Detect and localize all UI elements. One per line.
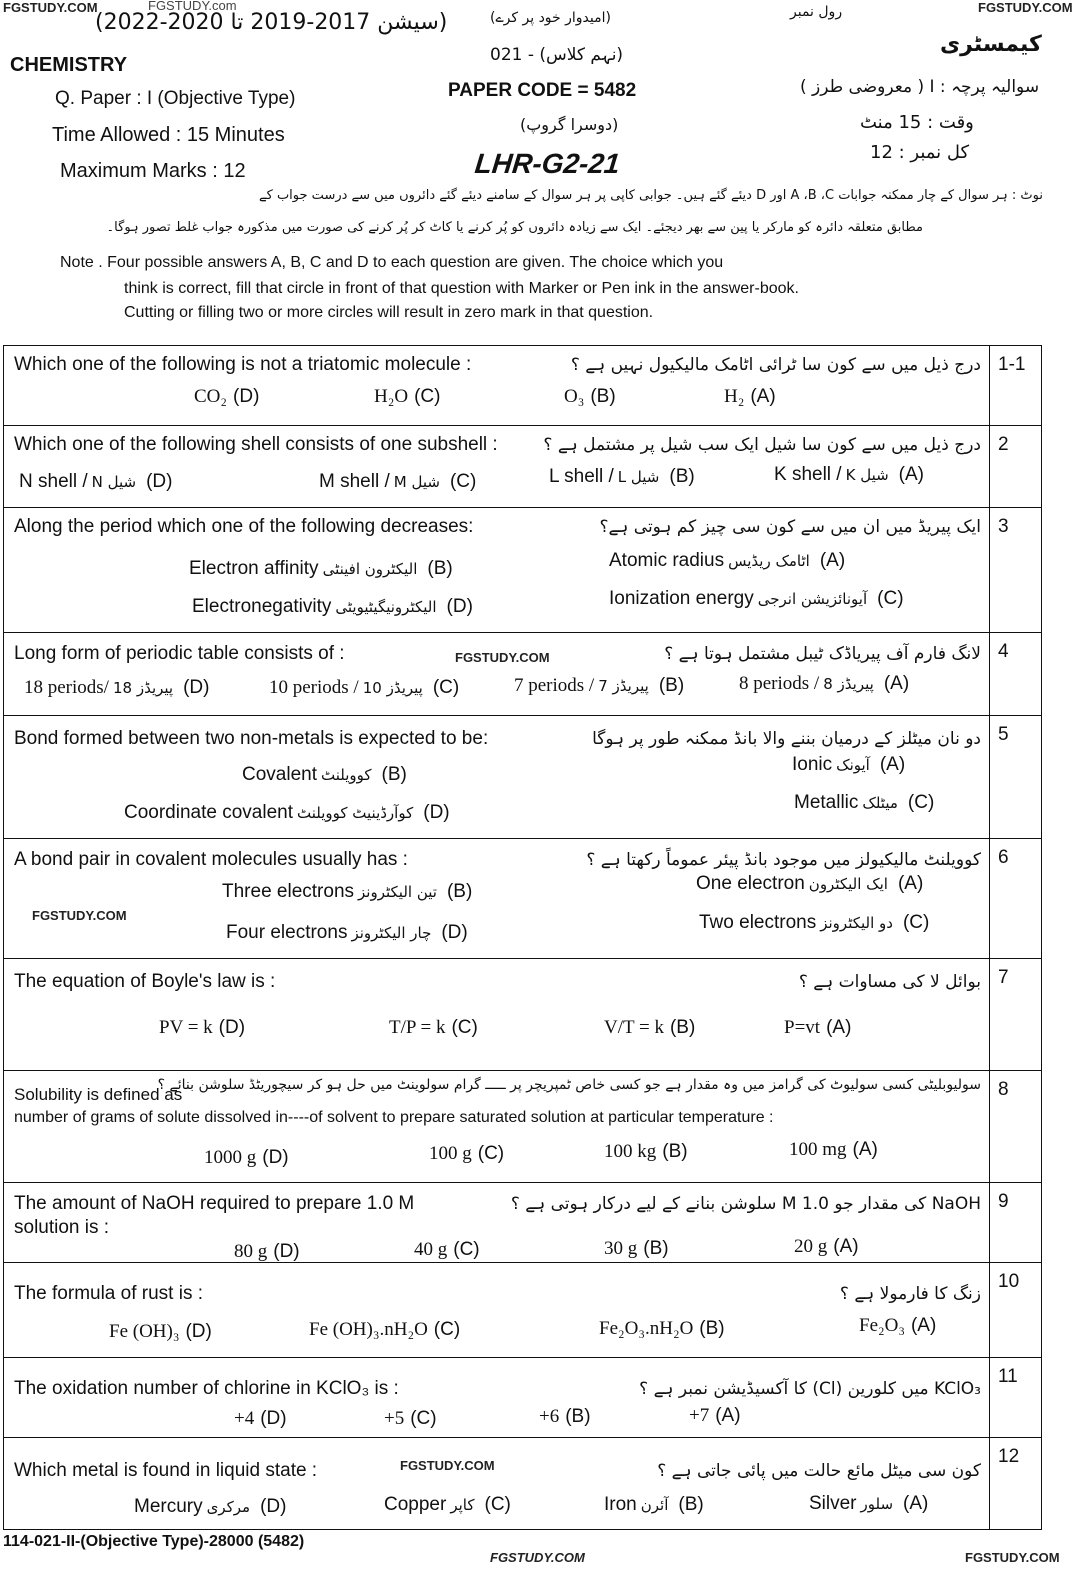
option-text: Silver — [809, 1493, 857, 1514]
question-text: The oxidation number of chlorine in KClO₃ is : — [14, 1378, 399, 1399]
handwritten-code: LHR-G2-21 — [473, 148, 622, 179]
question-number: 2 — [998, 434, 1009, 455]
answer-option[interactable] — [739, 673, 909, 695]
option-text: 80 g — [234, 1241, 268, 1262]
option-label: (A) — [826, 1017, 852, 1038]
note-english-line1: Note . Four possible answers A, B, C and D to each question are given. The choice which you — [60, 254, 724, 271]
question-text: Which metal is found in liquid state : — [14, 1460, 318, 1481]
option-label: (B) — [658, 675, 685, 696]
question-number: 10 — [998, 1271, 1020, 1292]
question-number: 8 — [998, 1079, 1009, 1100]
option-text-urdu: آیونک — [836, 756, 870, 774]
option-label: (C) — [432, 677, 460, 698]
option-text-urdu: سلور — [860, 1495, 894, 1513]
watermark: FGSTUDY.COM — [965, 1550, 1060, 1565]
question-text: The equation of Boyle's law is : — [14, 971, 276, 992]
option-text-urdu: الیکٹرون افینٹی — [322, 560, 418, 578]
question-text-urdu: بوائل لا کی مساوات ہے ؟ — [798, 972, 981, 992]
option-text: Copper — [384, 1494, 447, 1515]
option-text-urdu: آئرن — [640, 1496, 669, 1514]
option-text: Atomic radius — [609, 550, 725, 571]
paper-type-urdu: سوالیہ پرچہ : I ( معروضی طرز ) — [800, 77, 1040, 97]
answer-option[interactable] — [319, 471, 476, 493]
option-text: Iron — [604, 1494, 637, 1515]
answer-option[interactable] — [374, 386, 440, 408]
option-text: 40 g — [414, 1239, 448, 1260]
option-label: (C) — [902, 912, 930, 933]
option-label: (D) — [260, 1408, 287, 1429]
option-text-urdu: ایک الیکٹرون — [808, 875, 888, 893]
option-text-urdu: تین الیکٹرونز — [358, 883, 437, 901]
question-text-urdu: KClO₃ میں کلورین (Cl) کا آکسیڈیشن نمبر ہے ؟ — [639, 1379, 981, 1399]
question-number-column — [989, 426, 1044, 507]
option-text: Three electrons — [222, 881, 355, 902]
time-allowed-urdu: وقت : 15 منٹ — [860, 112, 974, 133]
answer-option[interactable] — [514, 675, 684, 697]
answer-option[interactable] — [226, 922, 468, 944]
option-text-urdu: کوآرڈینیٹ کوویلنٹ — [297, 804, 414, 822]
option-text: Fe (OH)₃ — [109, 1321, 180, 1342]
question-number: 7 — [998, 967, 1009, 988]
question-number-column — [989, 716, 1044, 838]
option-text: Mercury — [134, 1496, 203, 1517]
option-text: T/P = k — [389, 1017, 446, 1038]
option-text-urdu: L شیل — [617, 468, 660, 486]
option-text: Metallic — [794, 792, 859, 813]
option-label: (B) — [381, 764, 407, 785]
answer-option[interactable] — [389, 1017, 478, 1039]
option-label: (C) — [449, 471, 477, 492]
option-label: (B) — [590, 386, 616, 407]
watermark: FGSTUDY.com — [148, 0, 237, 13]
option-text: 100 kg — [604, 1141, 657, 1162]
answer-option[interactable] — [222, 881, 472, 903]
option-text-urdu: چار الیکٹرونز — [351, 924, 432, 942]
option-text-urdu: دو الیکٹرونز — [820, 914, 893, 932]
question-row — [3, 1182, 1042, 1262]
answer-option[interactable] — [604, 1017, 695, 1039]
option-label: (B) — [643, 1238, 669, 1259]
option-text-urdu: کوویلنٹ — [321, 766, 372, 784]
option-text-urdu: N شیل — [91, 473, 137, 491]
question-text: Which one of the following shell consists of one subshell : — [14, 434, 498, 455]
question-row — [3, 507, 1042, 632]
option-text-urdu: الیکٹرونیگیٹیویٹی — [335, 598, 437, 616]
question-text-urdu: دو نان میٹلز کے درمیان بننے والا بانڈ ممکنہ طور پر ہوگا — [592, 729, 981, 749]
answer-option[interactable] — [24, 677, 210, 699]
option-label: (B) — [565, 1406, 591, 1427]
answer-option[interactable] — [609, 550, 845, 572]
paper-type: Q. Paper : I (Objective Type) — [55, 88, 296, 109]
option-label: (A) — [819, 550, 846, 571]
option-text-urdu: میٹلک — [862, 794, 898, 812]
option-label: (C) — [410, 1408, 437, 1429]
option-label: (C) — [453, 1239, 480, 1260]
option-label: (D) — [146, 471, 173, 492]
option-text-urdu: 10 پیریڈز — [362, 679, 423, 697]
option-label: (C) — [433, 1319, 461, 1340]
question-number-column — [989, 1358, 1044, 1437]
answer-option[interactable] — [189, 558, 453, 580]
option-label: (D) — [446, 596, 473, 617]
option-label: (A) — [903, 1493, 929, 1514]
question-text-urdu: سولیوبلیٹی کسی سولیوٹ کی گرامز میں وہ مقدار ہے جو کسی خاص ٹمپریچر پر ـــــ گرام سولوینٹ میں حل ہو کر سیچوریٹڈ سلوشن بنائے ؟ — [157, 1077, 981, 1093]
option-text: K shell / — [774, 464, 842, 485]
option-text: V/T = k — [604, 1017, 664, 1038]
answer-option[interactable] — [724, 386, 776, 408]
question-number: 1-1 — [998, 354, 1026, 375]
question-text-urdu: درج ذیل میں سے کون سا ٹرائی اٹامک مالیکیول نہیں ہے ؟ — [570, 355, 981, 375]
maximum-marks-urdu: کل نمبر : 12 — [870, 142, 970, 163]
answer-option[interactable] — [19, 471, 173, 493]
option-text-urdu: 8 پیریڈز — [823, 675, 874, 693]
answer-option[interactable] — [604, 1494, 704, 1516]
option-label: (C) — [907, 792, 935, 813]
option-label: (B) — [678, 1494, 704, 1515]
question-number-column — [989, 508, 1044, 632]
question-number: 5 — [998, 724, 1009, 745]
option-label: (C) — [414, 386, 441, 407]
option-text: L shell / — [549, 466, 614, 487]
option-text: Ionic — [792, 754, 833, 775]
answer-option[interactable] — [234, 1241, 300, 1263]
option-text: Electron affinity — [189, 558, 319, 579]
question-row — [3, 715, 1042, 838]
option-text: M shell / — [319, 471, 390, 492]
option-label: (D) — [218, 1017, 246, 1038]
answer-option[interactable] — [699, 912, 929, 934]
option-label: (D) — [262, 1147, 289, 1168]
answer-option[interactable] — [429, 1143, 504, 1165]
subject-title: CHEMISTRY — [10, 54, 128, 76]
question-row — [3, 632, 1042, 715]
note-english-line3: Cutting or filling two or more circles will result in zero mark in that question. — [124, 304, 654, 321]
option-label: (D) — [260, 1496, 287, 1517]
option-text: Electronegativity — [192, 596, 332, 617]
option-text: +4 — [234, 1408, 255, 1429]
candidate-note: (امیدوار خود پر کرے) — [490, 10, 611, 26]
question-row — [3, 1070, 1042, 1182]
option-label: (B) — [699, 1318, 725, 1339]
option-text: 7 periods / — [514, 675, 595, 696]
option-text-urdu: کاپر — [450, 1496, 475, 1514]
answer-option[interactable] — [696, 873, 923, 895]
question-text-urdu: لانگ فارم آف پیریاڈک ٹیبل مشتمل ہوتا ہے ؟ — [664, 644, 981, 664]
option-label: (D) — [183, 677, 210, 698]
question-text-urdu: کون سی میٹل مائع حالت میں پائی جاتی ہے ؟ — [657, 1461, 981, 1481]
option-text: 100 mg — [789, 1139, 847, 1160]
answer-option[interactable] — [234, 1408, 287, 1430]
question-text: The amount of NaOH required to prepare 1.0 M — [14, 1193, 415, 1214]
session-years: (سیشن 2017-2019 تا 2020-2022) — [95, 10, 448, 35]
question-text-urdu: زنگ کا فارمولا ہے ؟ — [839, 1284, 981, 1304]
option-text: N shell / — [19, 471, 88, 492]
answer-option[interactable] — [809, 1493, 928, 1515]
answer-option[interactable] — [124, 802, 450, 824]
subject-title-urdu: کیمسٹری — [940, 32, 1042, 57]
maximum-marks: Maximum Marks : 12 — [60, 160, 246, 182]
question-text: solution is : — [14, 1217, 110, 1238]
option-label: (B) — [427, 558, 453, 579]
option-text-urdu: آیونائزیشن انرجی — [757, 590, 868, 608]
note-english-line2: think is correct, fill that circle in front of that question with Marker or Pen ink in the answer-book. — [124, 280, 799, 297]
answer-option[interactable] — [604, 1141, 688, 1163]
option-text: 30 g — [604, 1238, 638, 1259]
answer-option[interactable] — [564, 386, 616, 408]
watermark: FGSTUDY.COM — [400, 1458, 495, 1473]
answer-option[interactable] — [789, 1139, 878, 1161]
option-text: Two electrons — [699, 912, 817, 933]
question-text-urdu: کوویلنٹ مالیکیولز میں موجود بانڈ پیئر عموماً رکھتا ہے ؟ — [586, 850, 981, 870]
question-number: 4 — [998, 641, 1009, 662]
option-text: 8 periods / — [739, 673, 820, 694]
question-number: 3 — [998, 516, 1009, 537]
option-text-urdu: M شیل — [393, 473, 440, 491]
note-urdu-line2: مطابق متعلقہ دائرہ کو مارکر یا پین سے بھر دیجئے۔ ایک سے زیادہ دائروں کو پُر کرنے یا کاٹ کر پُر کرنے کی صورت میں مذکورہ جواب غلط تصور ہوگا۔ — [106, 220, 923, 235]
option-label: (B) — [669, 1017, 696, 1038]
question-number-column — [989, 1263, 1044, 1357]
answer-option[interactable] — [204, 1147, 289, 1169]
option-text: P=vt — [784, 1017, 821, 1038]
option-label: (A) — [715, 1405, 741, 1426]
option-label: (A) — [897, 873, 924, 894]
group-label: (دوسرا گروپ) — [520, 115, 619, 134]
option-text-urdu: اٹامک ریڈیس — [728, 552, 810, 570]
watermark: FGSTUDY.COM — [490, 1550, 585, 1565]
answer-option[interactable] — [604, 1238, 669, 1260]
option-label: (A) — [910, 1315, 937, 1336]
answer-option[interactable] — [794, 792, 934, 814]
option-text: Four electrons — [226, 922, 348, 943]
answer-option[interactable] — [159, 1017, 245, 1039]
option-text: +6 — [539, 1406, 560, 1427]
option-label: (C) — [451, 1017, 478, 1038]
watermark: FGSTUDY.COM — [32, 908, 127, 923]
question-number-column — [989, 1183, 1044, 1262]
question-row — [3, 345, 1042, 425]
answer-option[interactable] — [599, 1318, 725, 1340]
option-text: 10 periods / — [269, 677, 359, 698]
question-text: Bond formed between two non-metals is expected to be: — [14, 728, 489, 749]
option-label: (A) — [852, 1139, 878, 1160]
option-text: CO₂ — [194, 386, 228, 407]
option-text-urdu: 18 پیریڈز — [112, 679, 174, 697]
question-number-column — [989, 839, 1044, 958]
question-text: Which one of the following is not a triatomic molecule : — [14, 354, 472, 375]
answer-option[interactable] — [384, 1494, 511, 1516]
question-number-column — [989, 959, 1044, 1070]
question-text: Along the period which one of the following decreases: — [14, 516, 474, 537]
option-label: (A) — [879, 754, 906, 775]
option-text-urdu: مرکری — [206, 1498, 251, 1516]
option-label: (B) — [446, 881, 473, 902]
time-allowed: Time Allowed : 15 Minutes — [52, 124, 285, 146]
option-text: Coordinate covalent — [124, 802, 293, 823]
option-text: Fe₂O₃.nH₂O — [599, 1318, 694, 1339]
question-row — [3, 1437, 1042, 1530]
class-code: (نہم کلاس) - 021 — [490, 45, 624, 65]
answer-option[interactable] — [689, 1405, 741, 1427]
option-text: 100 g — [429, 1143, 472, 1164]
question-number: 9 — [998, 1191, 1009, 1212]
question-number-column — [989, 346, 1044, 425]
question-row — [3, 1357, 1042, 1437]
option-label: (D) — [233, 386, 260, 407]
question-text: Long form of periodic table consists of : — [14, 643, 345, 664]
answer-option[interactable] — [242, 764, 407, 786]
answer-option[interactable] — [414, 1239, 480, 1261]
answer-option[interactable] — [539, 1406, 591, 1428]
answer-option[interactable] — [269, 677, 459, 699]
answer-option[interactable] — [309, 1319, 460, 1341]
option-text: Fe (OH)₃.nH₂O — [309, 1319, 428, 1340]
answer-option[interactable] — [109, 1321, 212, 1343]
question-text-urdu: درج ذیل میں سے کون سا شیل ایک سب شیل پر مشتمل ہے ؟ — [543, 435, 981, 455]
watermark: FGSTUDY.COM — [455, 650, 550, 665]
option-text: H₂ — [724, 386, 745, 407]
option-label: (B) — [662, 1141, 688, 1162]
option-label: (D) — [273, 1241, 300, 1262]
option-label: (B) — [669, 466, 695, 487]
option-text: Fe₂O₃ — [859, 1315, 905, 1336]
option-text: O₃ — [564, 386, 585, 407]
answer-option[interactable] — [549, 466, 695, 488]
answer-option[interactable] — [792, 754, 905, 776]
option-text: +5 — [384, 1408, 405, 1429]
watermark: FGSTUDY.COM — [3, 0, 98, 15]
option-text: 20 g — [794, 1236, 828, 1257]
option-label: (C) — [477, 1143, 505, 1164]
option-label: (A) — [833, 1236, 859, 1257]
option-label: (A) — [750, 386, 776, 407]
option-text: Covalent — [242, 764, 317, 785]
roll-number-label: رول نمبر — [790, 4, 843, 20]
question-number-column — [989, 1438, 1044, 1529]
question-row — [3, 838, 1042, 958]
option-text: +7 — [689, 1405, 710, 1426]
option-label: (A) — [883, 673, 910, 694]
option-text: Ionization energy — [609, 588, 754, 609]
option-text: 18 periods/ — [24, 677, 109, 698]
option-label: (A) — [898, 464, 924, 485]
option-label: (D) — [441, 922, 468, 943]
answer-option[interactable] — [192, 596, 473, 618]
footer-code: 114-021-II-(Objective Type)-28000 (5482) — [3, 1533, 305, 1550]
answer-option[interactable] — [134, 1496, 287, 1518]
question-text-urdu: NaOH کی مقدار جو 1.0 M سلوشن بنانے کے لیے درکار ہوتی ہے ؟ — [510, 1194, 981, 1214]
option-text: One electron — [696, 873, 805, 894]
answer-option[interactable] — [859, 1315, 936, 1337]
question-number: 6 — [998, 847, 1009, 868]
question-row — [3, 958, 1042, 1070]
question-number-column — [989, 633, 1044, 715]
answer-option[interactable] — [774, 464, 924, 486]
paper-code: PAPER CODE = 5482 — [448, 80, 637, 101]
answer-option[interactable] — [194, 386, 259, 408]
option-label: (C) — [484, 1494, 511, 1515]
question-number: 11 — [998, 1366, 1018, 1387]
question-number-column — [989, 1071, 1044, 1182]
option-text: 1000 g — [204, 1147, 257, 1168]
question-text: number of grams of solute dissolved in----of solvent to prepare saturated solution at particular temperature : — [14, 1109, 774, 1126]
option-label: (D) — [185, 1321, 212, 1342]
question-text: A bond pair in covalent molecules usually has : — [14, 849, 408, 870]
question-row — [3, 425, 1042, 507]
option-label: (D) — [423, 802, 450, 823]
option-text-urdu: K شیل — [845, 466, 889, 484]
answer-option[interactable] — [784, 1017, 851, 1039]
answer-option[interactable] — [384, 1408, 437, 1430]
question-row — [3, 1262, 1042, 1357]
option-text: H₂O — [374, 386, 409, 407]
option-label: (C) — [877, 588, 904, 609]
option-text: PV = k — [159, 1017, 213, 1038]
answer-option[interactable] — [794, 1236, 859, 1258]
question-number: 12 — [998, 1446, 1020, 1467]
note-urdu-line1: نوٹ : ہر سوال کے چار ممکنہ جوابات A ،B ،C اور D دیئے گئے ہیں۔ جوابی کاپی پر ہر سوال کے سامنے دیئے گئے دائروں میں سے درست جواب کے — [259, 188, 1043, 203]
watermark: FGSTUDY.COM — [978, 0, 1073, 15]
question-text: The formula of rust is : — [14, 1283, 204, 1304]
answer-option[interactable] — [609, 588, 904, 610]
question-text: Solubility is defined as — [14, 1085, 183, 1104]
question-text-urdu: ایک پیریڈ میں ان میں سے کون سی چیز کم ہوتی ہے؟ — [599, 517, 981, 537]
option-text-urdu: 7 پیریڈز — [598, 677, 649, 695]
